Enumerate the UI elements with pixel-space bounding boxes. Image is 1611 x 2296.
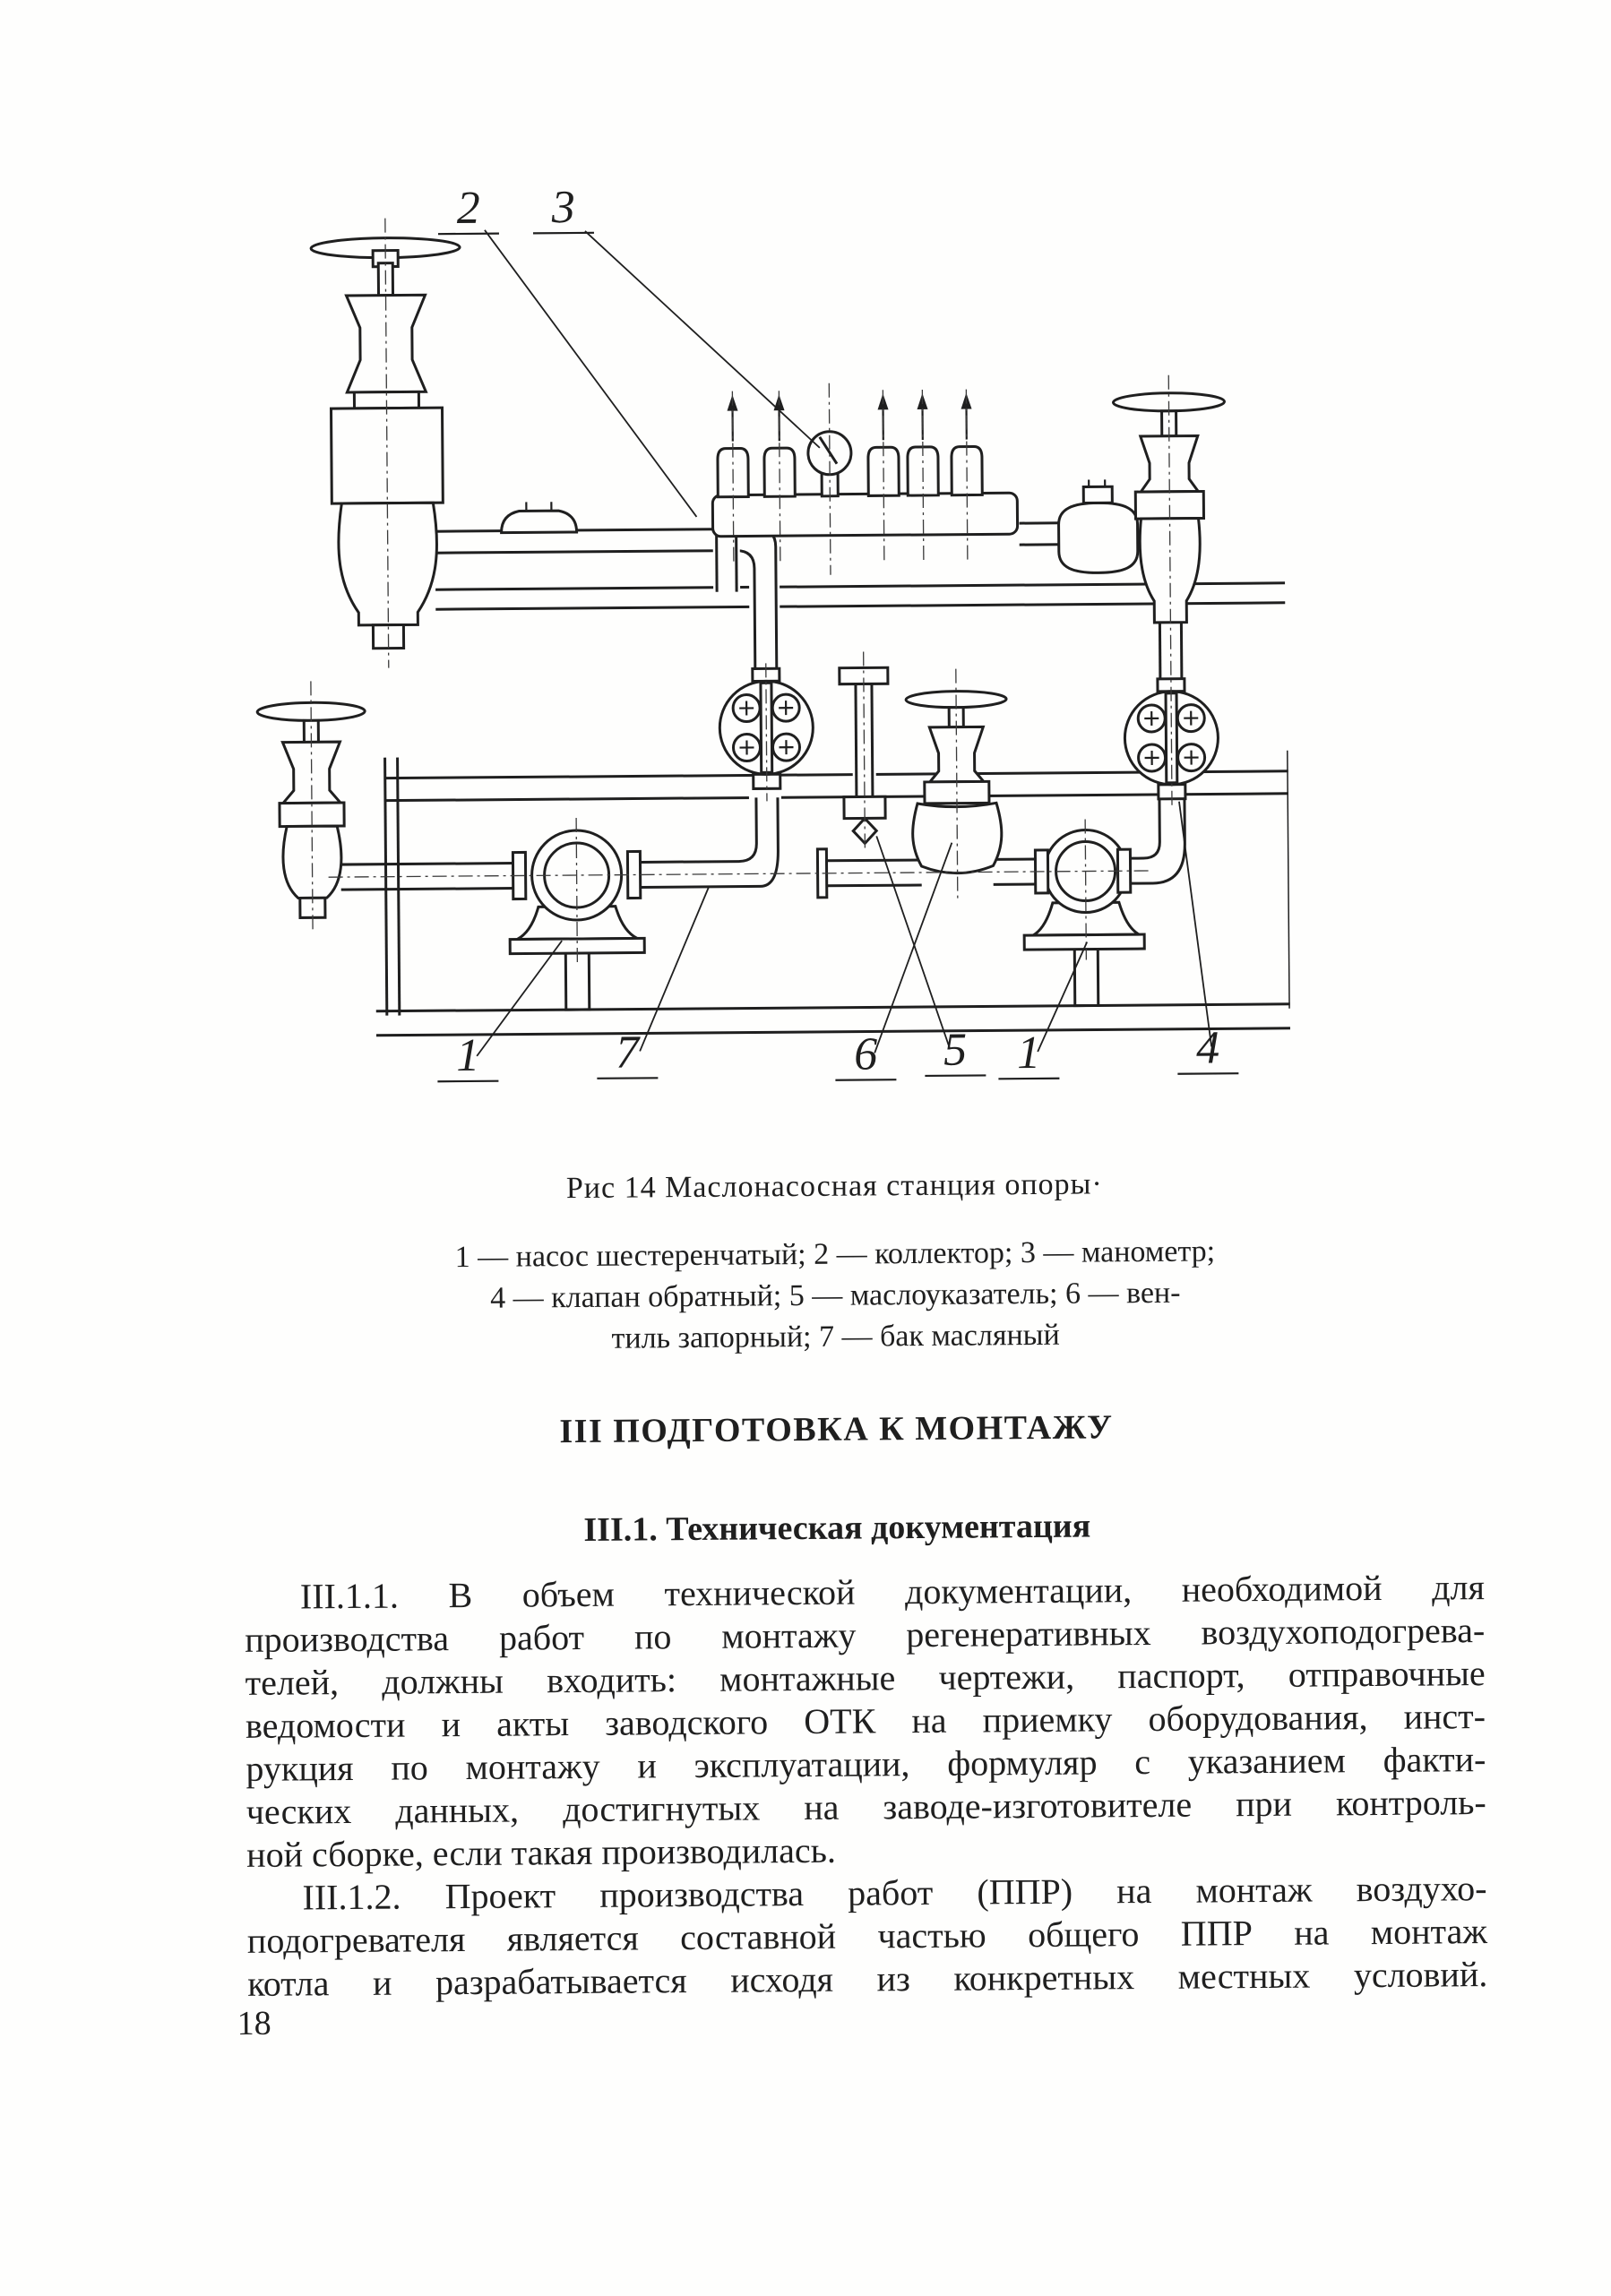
body-text — [245, 1566, 1488, 2006]
paragraph-line: котла и разрабатывается исходя из конкретных местных условий. — [247, 1954, 1488, 2004]
figure-caption: Рис 14 Маслонасосная станция опоры· — [565, 1167, 1103, 1206]
legend-line: 4 — клапан обратный; 5 — маслоуказатель; 6 — вен- — [489, 1276, 1181, 1315]
paragraph-line: производства работ по монтажу регенеративных воздухоподогрева- — [245, 1610, 1486, 1660]
oil-tank — [375, 751, 1291, 1036]
callout-4: 4 — [1195, 1022, 1220, 1074]
legend-line: тиль запорный; 7 — бак масляный — [611, 1318, 1060, 1355]
callout-6: 6 — [853, 1028, 878, 1080]
paragraph-line: ведомости и акты заводского ОТК на приемку оборудования, инст- — [245, 1696, 1486, 1746]
valve-left-middle — [257, 702, 366, 918]
callout-1-left: 1 — [455, 1029, 480, 1082]
callout-5: 5 — [943, 1024, 968, 1076]
gear-pump-right — [1023, 799, 1185, 950]
flow-arrows — [727, 393, 971, 442]
paragraph-line: подогревателя является составной частью общего ППР на монтаж — [246, 1911, 1488, 1961]
callout-3: 3 — [551, 181, 575, 234]
figure-legend — [145, 1229, 1526, 1363]
sub-heading: III.1. Техническая документация — [583, 1507, 1091, 1549]
paragraph-line: III.1.2. Проект производства работ (ППР) на монтаж воздухо- — [302, 1868, 1487, 1918]
legend-line: 1 — насос шестеренчатый; 2 — коллектор; 3 — манометр; — [454, 1234, 1216, 1275]
paragraph-line: телей, должны входить: монтажные чертежи, паспорт, отправочные — [245, 1653, 1486, 1703]
callout-2: 2 — [456, 182, 480, 235]
page-number: 18 — [237, 2004, 271, 2043]
callout-7: 7 — [615, 1027, 640, 1079]
paragraph-line: ческих данных, достигнутых на заводе-изготовителе при контроль- — [246, 1782, 1486, 1832]
paragraph-line: ной сборке, если такая производилась. — [246, 1829, 837, 1875]
check-valve-assembly-right — [1018, 392, 1227, 686]
vent-valve-top-left — [311, 237, 463, 649]
callout-1-right: 1 — [1016, 1027, 1041, 1079]
paragraph-line: рукция по монтажу и эксплуатации, формуляр с указанием факти- — [246, 1739, 1486, 1789]
part-heading: III ПОДГОТОВКА К МОНТАЖУ — [559, 1408, 1114, 1451]
paragraph-line: III.1.1. В объем технической документации, необходимой для — [299, 1567, 1486, 1617]
figure-14-oil-pump-station-drawing — [244, 167, 1290, 1142]
